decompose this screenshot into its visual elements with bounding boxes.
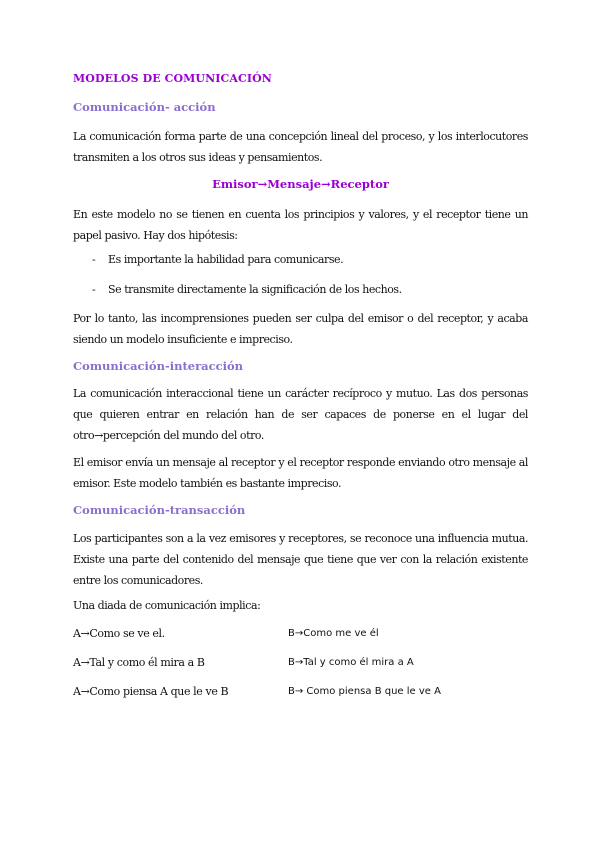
dyad-a-1: A→Como se ve el. xyxy=(73,627,165,640)
dyad-b-3: B→ Como piensa B que le ve A xyxy=(288,686,441,697)
paragraph-diada-intro: Una diada de comunicación implica: xyxy=(73,599,261,612)
bullet-dash: - xyxy=(92,283,96,296)
flow-emisor-receptor: Emisor→Mensaje→Receptor xyxy=(212,177,389,191)
paragraph-accion-hipotesis: En este modelo no se tienen en cuenta los principios y valores, y el receptor tiene un papel pasivo. Hay dos hipótesis: xyxy=(73,208,528,242)
dyad-b-1: B→Como me ve él xyxy=(288,628,379,639)
dyad-b-2: B→Tal y como él mira a A xyxy=(288,657,414,668)
paragraph-accion-conclusion: Por lo tanto, las incomprensiones pueden ser culpa del emisor o del receptor, y acaba siendo un modelo insuficiente e impreciso. xyxy=(73,312,528,346)
list-item xyxy=(92,283,402,296)
section-heading-accion: Comunicación- acción xyxy=(73,100,216,114)
list-item xyxy=(92,253,343,266)
document-title: MODELOS DE COMUNICACIÓN xyxy=(73,72,272,85)
list-item-text: Se transmite directamente la significación de los hechos. xyxy=(108,283,402,296)
list-item-text: Es importante la habilidad para comunicarse. xyxy=(108,253,344,266)
dyad-a-3: A→Como piensa A que le ve B xyxy=(73,685,229,698)
paragraph-interaccion-1: La comunicación interaccional tiene un carácter recíproco y mutuo. Las dos personas que quieren entrar en relación han de ser capaces de ponerse en el lugar del otro→percepción del mundo del otro. xyxy=(73,387,528,442)
paragraph-interaccion-2: El emisor envía un mensaje al receptor y el receptor responde enviando otro mensaje al emisor. Este modelo también es bastante impreciso. xyxy=(73,456,528,490)
section-heading-transaccion: Comunicación-transacción xyxy=(73,503,246,517)
paragraph-transaccion-1: Los participantes son a la vez emisores y receptores, se reconoce una influencia mutua. Existe una parte del contenido del mensaje que tiene que ver con la relación existente entre los comunicadores. xyxy=(73,532,528,587)
dyad-a-2: A→Tal y como él mira a B xyxy=(73,656,205,669)
section-heading-interaccion: Comunicación-interacción xyxy=(73,359,243,373)
bullet-dash: - xyxy=(92,253,96,266)
paragraph-accion-intro: La comunicación forma parte de una concepción lineal del proceso, y los interlocutores transmiten a los otros sus ideas y pensamientos. xyxy=(73,130,528,164)
